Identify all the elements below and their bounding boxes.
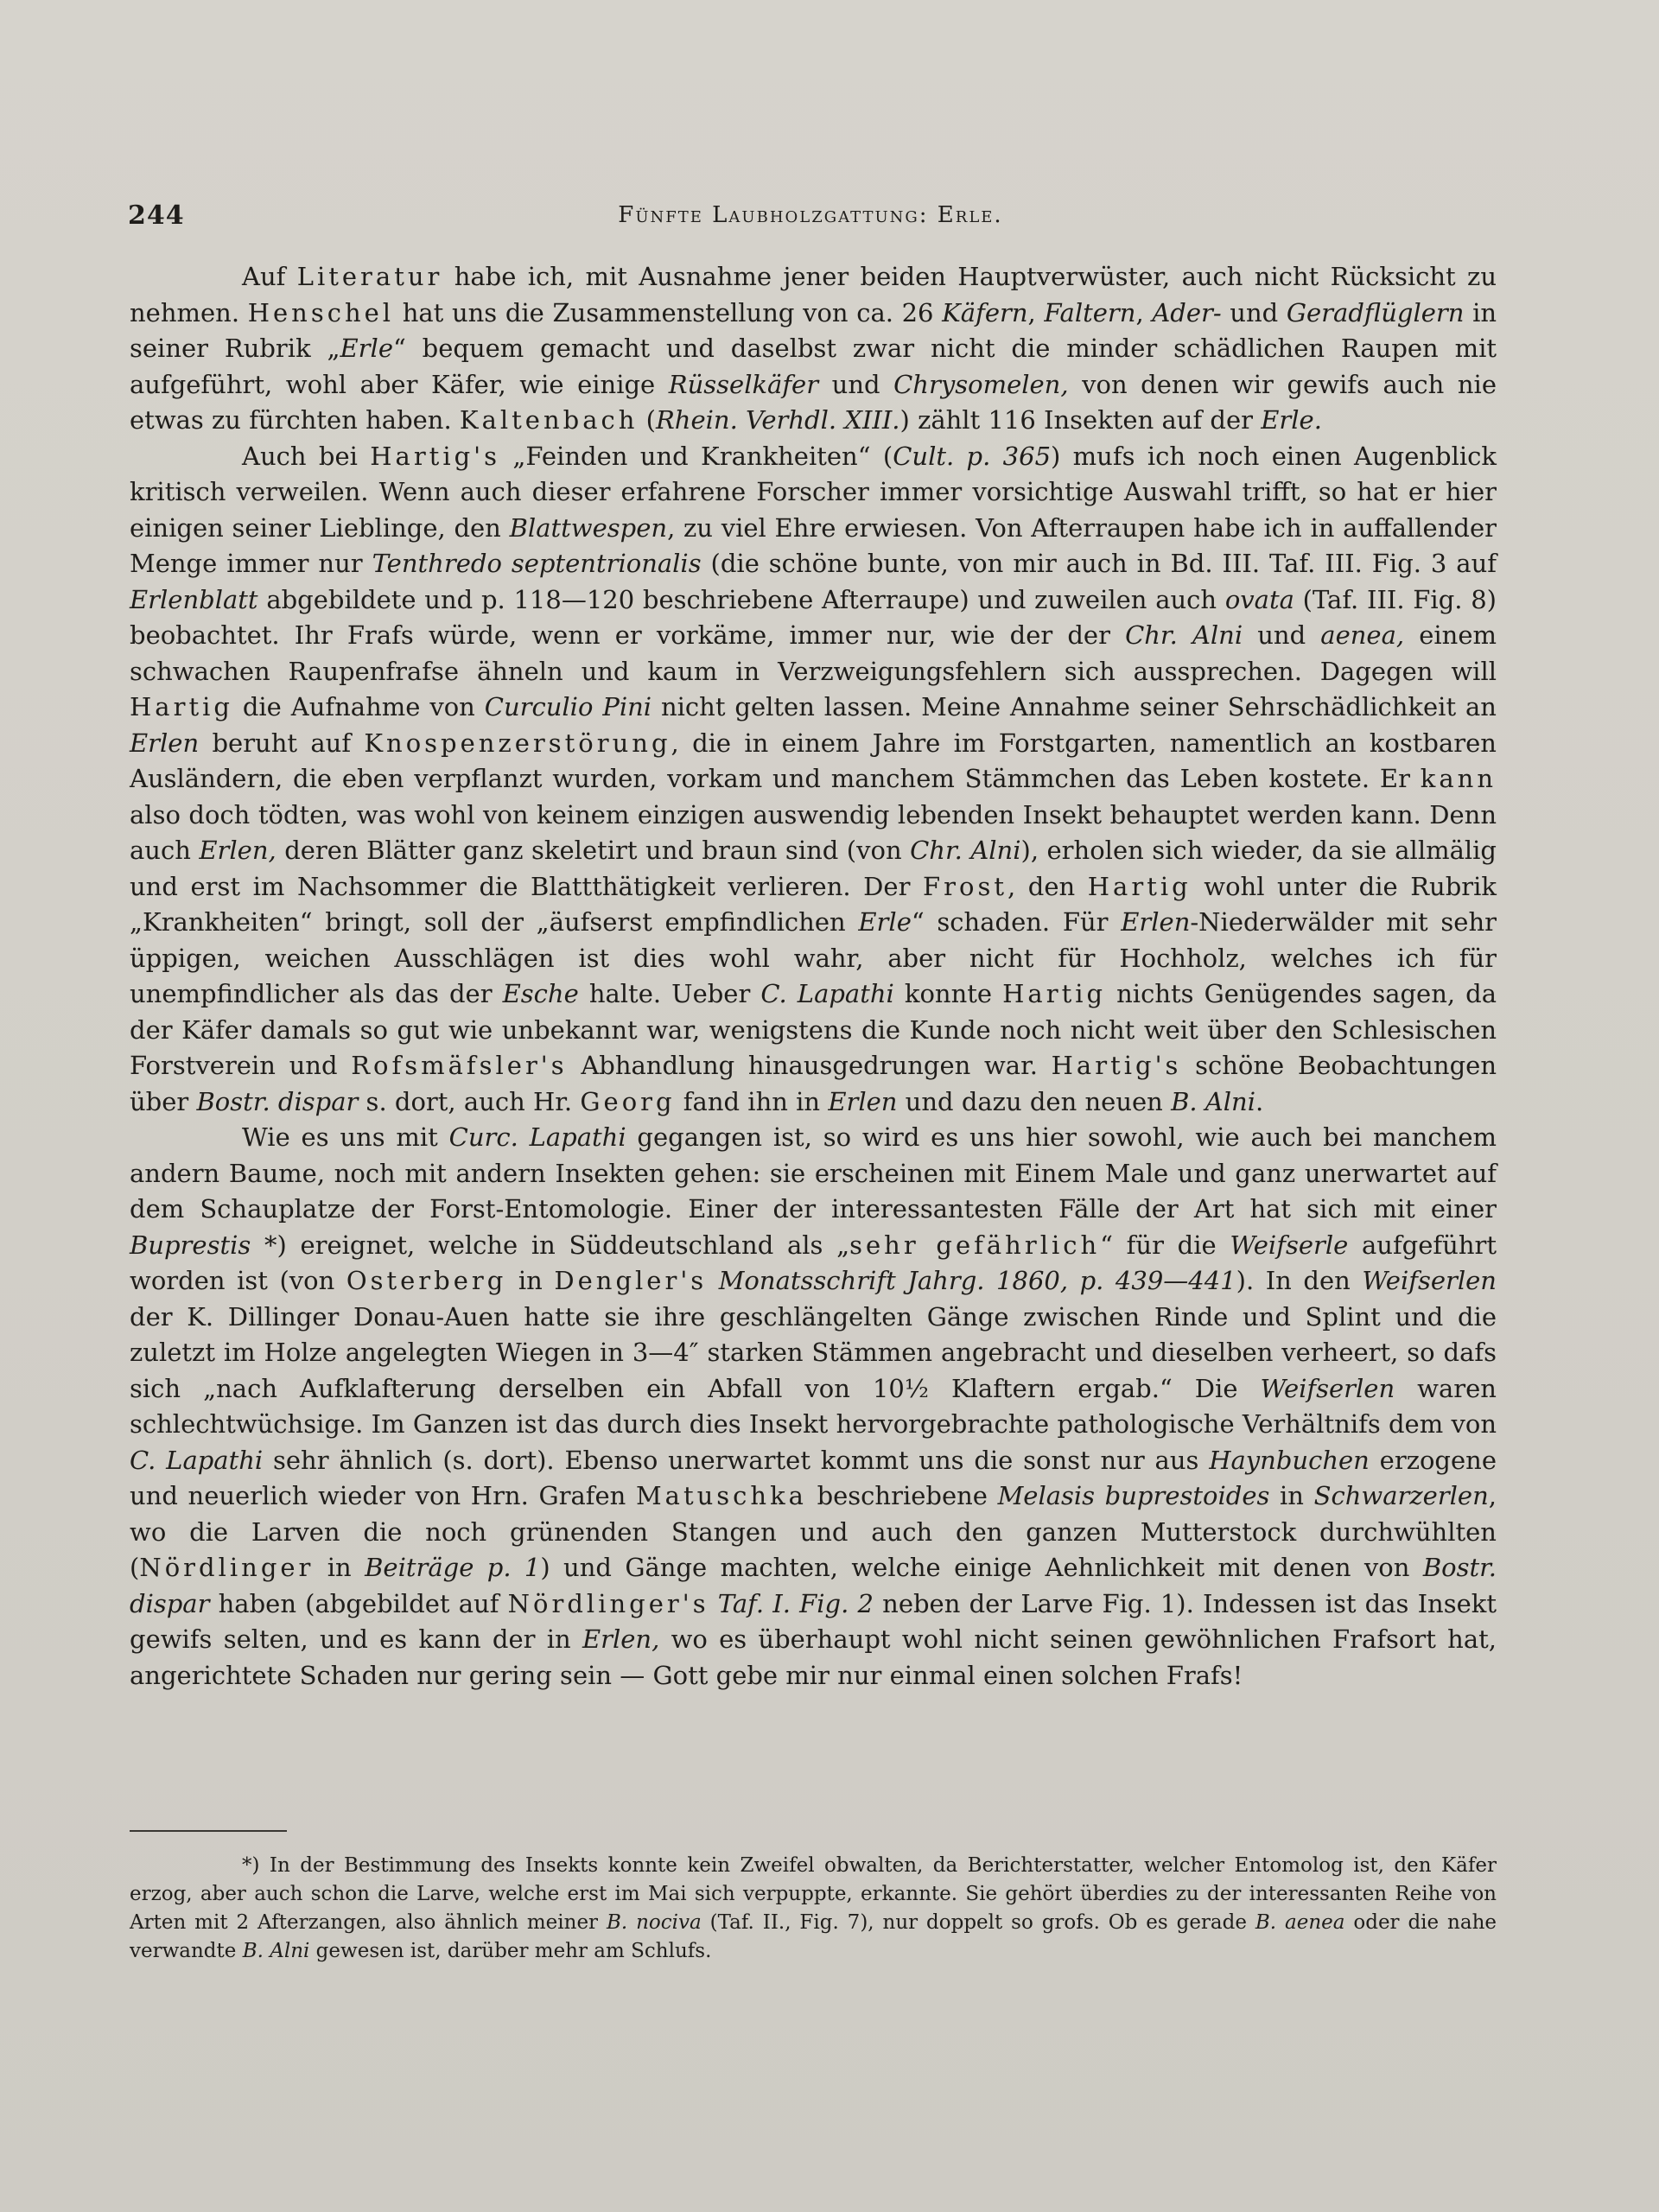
text-run: (die schöne bunte, von mir auch in Bd. III. Taf. III. Fig. 3 auf <box>701 549 1497 578</box>
text-run: deren Blätter ganz skeletirt und braun sind (von <box>276 836 911 865</box>
italic-term: Tenthredo septentrionalis <box>372 549 702 578</box>
text-run: , wo die Larven die noch grünenden Stangen und auch den ganzen Mutterstock durchwühlten ( <box>130 1481 1497 1582</box>
italic-term: Monatsschrift Jahrg. 1860, p. 439—441 <box>718 1266 1236 1295</box>
text-run: ). In den <box>1236 1266 1363 1295</box>
text-run: -Niederwälder mit sehr üppigen, weichen Ausschlägen ist dies wohl wahr, aber nicht für Hochholz, welches ich für unempfindlicher als das der <box>130 907 1497 1008</box>
text-run: die Aufnahme von <box>232 692 485 721</box>
spaced-name: Hartig <box>130 692 233 721</box>
italic-term: Rhein. Verhdl. XIII. <box>655 405 900 435</box>
paragraph <box>130 439 1497 1121</box>
text-run <box>707 1266 719 1295</box>
spaced-name: sehr gefährlich <box>849 1230 1101 1260</box>
spaced-name: Matuschka <box>635 1481 807 1510</box>
spaced-name: Hartig's <box>1051 1051 1182 1080</box>
text-run: , die in einem Jahre im Forstgarten, namentlich an kostbaren Ausländern, die eben verpflanzt wurden, vorkam und manchem Stämmchen das Leben kostete. Er <box>130 728 1497 793</box>
spaced-name: Nördlinger <box>139 1553 315 1582</box>
text-run <box>709 1589 718 1618</box>
page-header <box>128 200 1493 235</box>
spaced-name: Nördlinger's <box>507 1588 709 1618</box>
text-run: erzogene und neuerlich wieder von Hrn. Grafen <box>130 1445 1497 1510</box>
text-run: und <box>818 369 894 399</box>
text-run: in <box>506 1266 555 1295</box>
text-run: ) zählt 116 Insekten auf der <box>899 405 1262 435</box>
italic-term: Esche <box>502 979 579 1008</box>
text-run: , zu viel Ehre erwiesen. Von Afterraupen habe ich in auffallender Menge immer nur <box>130 512 1497 578</box>
text-run: “ bequem gemacht und daselbst zwar nicht die minder schädlichen Raupen mit aufgeführt, wohl aber Käfer, wie einige <box>130 334 1497 399</box>
italic-term: Weifserlen <box>1260 1373 1395 1403</box>
italic-term: Erlen <box>1121 907 1191 937</box>
text-run: von denen wir gewifs auch nie etwas zu fürchten haben. <box>130 369 1497 435</box>
italic-term: C. Lapathi <box>760 979 894 1008</box>
italic-term: aenea, <box>1320 620 1405 650</box>
text-run: in <box>314 1553 365 1582</box>
italic-term: B. Alni <box>242 1940 310 1962</box>
text-run: und <box>1221 297 1287 327</box>
spaced-name: Knospenzerstörung <box>364 728 671 758</box>
spaced-name: Frost <box>923 871 1007 901</box>
text-run: *) ereignet, welche in Süddeutschland als „ <box>251 1230 850 1260</box>
italic-term: Melasis buprestoides <box>997 1481 1270 1510</box>
text-run: “ für die <box>1100 1230 1230 1260</box>
text-run: gewesen ist, darüber mehr am Schlufs. <box>309 1940 712 1962</box>
footnote-divider <box>130 1830 287 1832</box>
body-text <box>130 259 1497 1694</box>
italic-term: Beiträge p. 1 <box>365 1553 541 1582</box>
text-run: beschriebene <box>806 1481 998 1510</box>
spaced-name: Literatur <box>296 262 443 291</box>
spaced-name: Henschel <box>247 297 395 327</box>
text-run: also doch tödten, was wohl von keinem einzigen auswendig lebenden Insekt behauptet werden kann. Denn auch <box>130 799 1497 865</box>
text-run: (Taf. III. Fig. 8) beobachtet. Ihr Frafs würde, wenn er vorkäme, immer nur, wie der der <box>130 584 1497 650</box>
text-run: in <box>1269 1481 1314 1510</box>
italic-term: Rüsselkäfer <box>668 369 819 399</box>
text-run: (Taf. II., Fig. 7), nur doppelt so grofs. Ob es gerade <box>701 1911 1255 1934</box>
spaced-name: Kaltenbach <box>459 405 639 435</box>
italic-term: Faltern <box>1044 297 1136 327</box>
text-run: sehr ähnlich (s. dort). Ebenso unerwartet kommt uns die sonst nur aus <box>263 1445 1210 1475</box>
text-run: der K. Dillinger Donau-Auen hatte sie ihre geschlängelten Gänge zwischen Rinde und Splint und die zuletzt im Holze angelegten Wiegen in 3—4″ starken Stämmen angebracht und dieselben verheert, so dafs sich „nach Aufklafterung derselben ein Abfall von 10½ Klaftern ergab.“ Die <box>130 1301 1497 1403</box>
text-run: , den <box>1007 871 1088 901</box>
footnote <box>130 1852 1497 1966</box>
text-run: aufgeführt worden ist (von <box>130 1230 1497 1295</box>
italic-term: Curc. Lapathi <box>448 1122 626 1152</box>
text-run: *) In der Bestimmung des Insekts konnte kein Zweifel obwalten, da Berichterstatter, welcher Entomolog ist, den Käfer erzog, aber auch schon die Larve, welche erst im Mai sich verpuppte, erkannte. Sie gehört überdies zu der interessanten Reihe von Arten mit 2 Afterzangen, also ähnlich meiner <box>130 1854 1497 1934</box>
text-run: einem schwachen Raupenfrafse ähneln und kaum in Verzweigungsfehlern sich aussprechen. Dagegen will <box>130 620 1497 686</box>
page-number: 244 <box>128 200 185 231</box>
italic-term: Chrysomelen, <box>893 369 1069 399</box>
spaced-name: Osterberg <box>346 1266 507 1295</box>
italic-term: Buprestis <box>130 1230 251 1260</box>
italic-term: Weifserle <box>1230 1230 1349 1260</box>
text-run: oder die nahe verwandte <box>130 1911 1497 1962</box>
text-run: neben der Larve Fig. 1). Indessen ist das Insekt gewifs selten, und es kann der in <box>130 1588 1497 1654</box>
spaced-name: kann <box>1420 764 1497 793</box>
italic-term: Käfern <box>942 297 1028 327</box>
text-run: „Feinden und Krankheiten“ ( <box>500 441 893 471</box>
text-run: Wie es uns mit <box>242 1122 449 1152</box>
text-run: und dazu den neuen <box>897 1086 1172 1116</box>
italic-term: C. Lapathi <box>130 1445 264 1475</box>
spaced-name: Hartig's <box>370 441 501 471</box>
spaced-name: Dengler's <box>554 1266 708 1295</box>
text-run: nichts Genügendes sagen, da der Käfer damals so gut wie unbekannt war, wenigstens die Kunde noch nicht weit über den Schlesischen Forstverein und <box>130 979 1497 1080</box>
text-run: beruht auf <box>199 728 365 758</box>
text-run: abgebildete und p. 118—120 beschriebene Afterraupe) und zuweilen auch <box>257 584 1225 614</box>
italic-term: Geradflüglern <box>1286 297 1465 327</box>
italic-term: Chr. Alni <box>910 836 1021 865</box>
paragraph <box>130 1120 1497 1694</box>
italic-term: B. Alni <box>1171 1086 1255 1116</box>
italic-term: Erle. <box>1261 405 1322 435</box>
italic-term: B. aenea <box>1255 1911 1345 1934</box>
text-run: ) und Gänge machten, welche einige Aehnlichkeit mit denen von <box>540 1553 1423 1582</box>
italic-term: Erlenblatt <box>130 584 258 614</box>
text-run: habe ich, mit Ausnahme jener beiden Hauptverwüster, auch nicht Rücksicht zu nehmen. <box>130 262 1497 327</box>
italic-term: Erlen <box>828 1086 898 1116</box>
italic-term: Chr. Alni <box>1125 620 1243 650</box>
spaced-name: Hartig <box>1002 979 1107 1008</box>
text-run: “ schaden. Für <box>911 907 1122 937</box>
text-run: s. dort, auch Hr. <box>358 1086 581 1116</box>
italic-term: Ader- <box>1152 297 1222 327</box>
text-run: ( <box>638 405 656 435</box>
text-run: schöne Beobachtungen über <box>130 1051 1497 1116</box>
italic-term: Erle <box>340 334 393 363</box>
italic-term: Bostr. dispar <box>196 1086 359 1116</box>
italic-term: Erlen <box>130 728 200 758</box>
text-run: halte. Ueber <box>578 979 761 1008</box>
italic-term: Erle <box>858 907 912 937</box>
italic-term: Erlen, <box>199 836 276 865</box>
italic-term: Weifserlen <box>1362 1266 1497 1295</box>
paragraph <box>130 259 1497 439</box>
italic-term: B. nociva <box>606 1911 702 1934</box>
text-run: gegangen ist, so wird es uns hier sowohl, wie auch bei manchem andern Baume, noch mit andern Insekten gehen: sie erscheinen mit Einem Male und ganz unerwartet auf dem Schauplatze der Forst-Entomologie. Einer der interessantesten Fälle der Art hat sich mit einer <box>130 1122 1497 1224</box>
text-run: Abhandlung hinausgedrungen war. <box>567 1051 1052 1080</box>
running-title: Fünfte Laubholzgattung: Erle. <box>618 202 1003 228</box>
text-run: nicht gelten lassen. Meine Annahme seiner Sehrschädlichkeit an <box>652 692 1497 721</box>
italic-term: Blattwespen <box>509 512 668 543</box>
text-run: waren schlechtwüchsige. Im Ganzen ist das durch dies Insekt hervorgebrachte pathologische Verhältnifs dem von <box>130 1373 1497 1439</box>
spaced-name: Rofsmäfsler's <box>351 1051 568 1080</box>
text-run: ), erholen sich wieder, da sie allmälig und erst im Nachsommer die Blattthätigkeit verlieren. Der <box>130 836 1497 901</box>
italic-term: Curculio Pini <box>484 692 652 721</box>
text-run: Auf <box>242 262 297 291</box>
text-run: . <box>1255 1086 1264 1116</box>
text-run: und <box>1243 620 1321 650</box>
spaced-name: Hartig <box>1087 871 1192 901</box>
text-run: konnte <box>893 979 1003 1008</box>
text-run: ) mufs ich noch einen Augenblick kritisch verweilen. Wenn auch dieser erfahrene Forscher immer vorsichtige Auswahl trifft, so hat er hier einigen seiner Lieblinge, den <box>130 441 1497 543</box>
italic-term: ovata <box>1224 584 1294 614</box>
spaced-name: Georg <box>580 1086 676 1116</box>
text-run: fand ihn in <box>675 1086 829 1116</box>
italic-term: Erlen, <box>582 1624 660 1654</box>
italic-term: Bostr. dispar <box>130 1553 1497 1618</box>
italic-term: Taf. I. Fig. 2 <box>717 1588 874 1618</box>
text-run: Auch bei <box>242 441 371 471</box>
text-run: hat uns die Zusammenstellung von ca. 26 <box>394 297 943 327</box>
text-run: haben (abgebildet auf <box>209 1588 508 1618</box>
text-run: in seiner Rubrik „ <box>130 297 1497 363</box>
text-run: wo es überhaupt wohl nicht seinen gewöhnlichen Frafsort hat, angerichtete Schaden nur gering sein — Gott gebe mir nur einmal einen solchen Frafs! <box>130 1624 1497 1690</box>
italic-term: Cult. p. 365 <box>893 441 1052 471</box>
text-run: wohl unter die Rubrik „Krankheiten“ bringt, soll der „äufserst empfindlichen <box>130 871 1497 937</box>
text-run: , <box>1027 297 1045 327</box>
text-run: , <box>1135 297 1153 327</box>
italic-term: Schwarzerlen <box>1313 1481 1489 1510</box>
italic-term: Haynbuchen <box>1209 1445 1370 1475</box>
